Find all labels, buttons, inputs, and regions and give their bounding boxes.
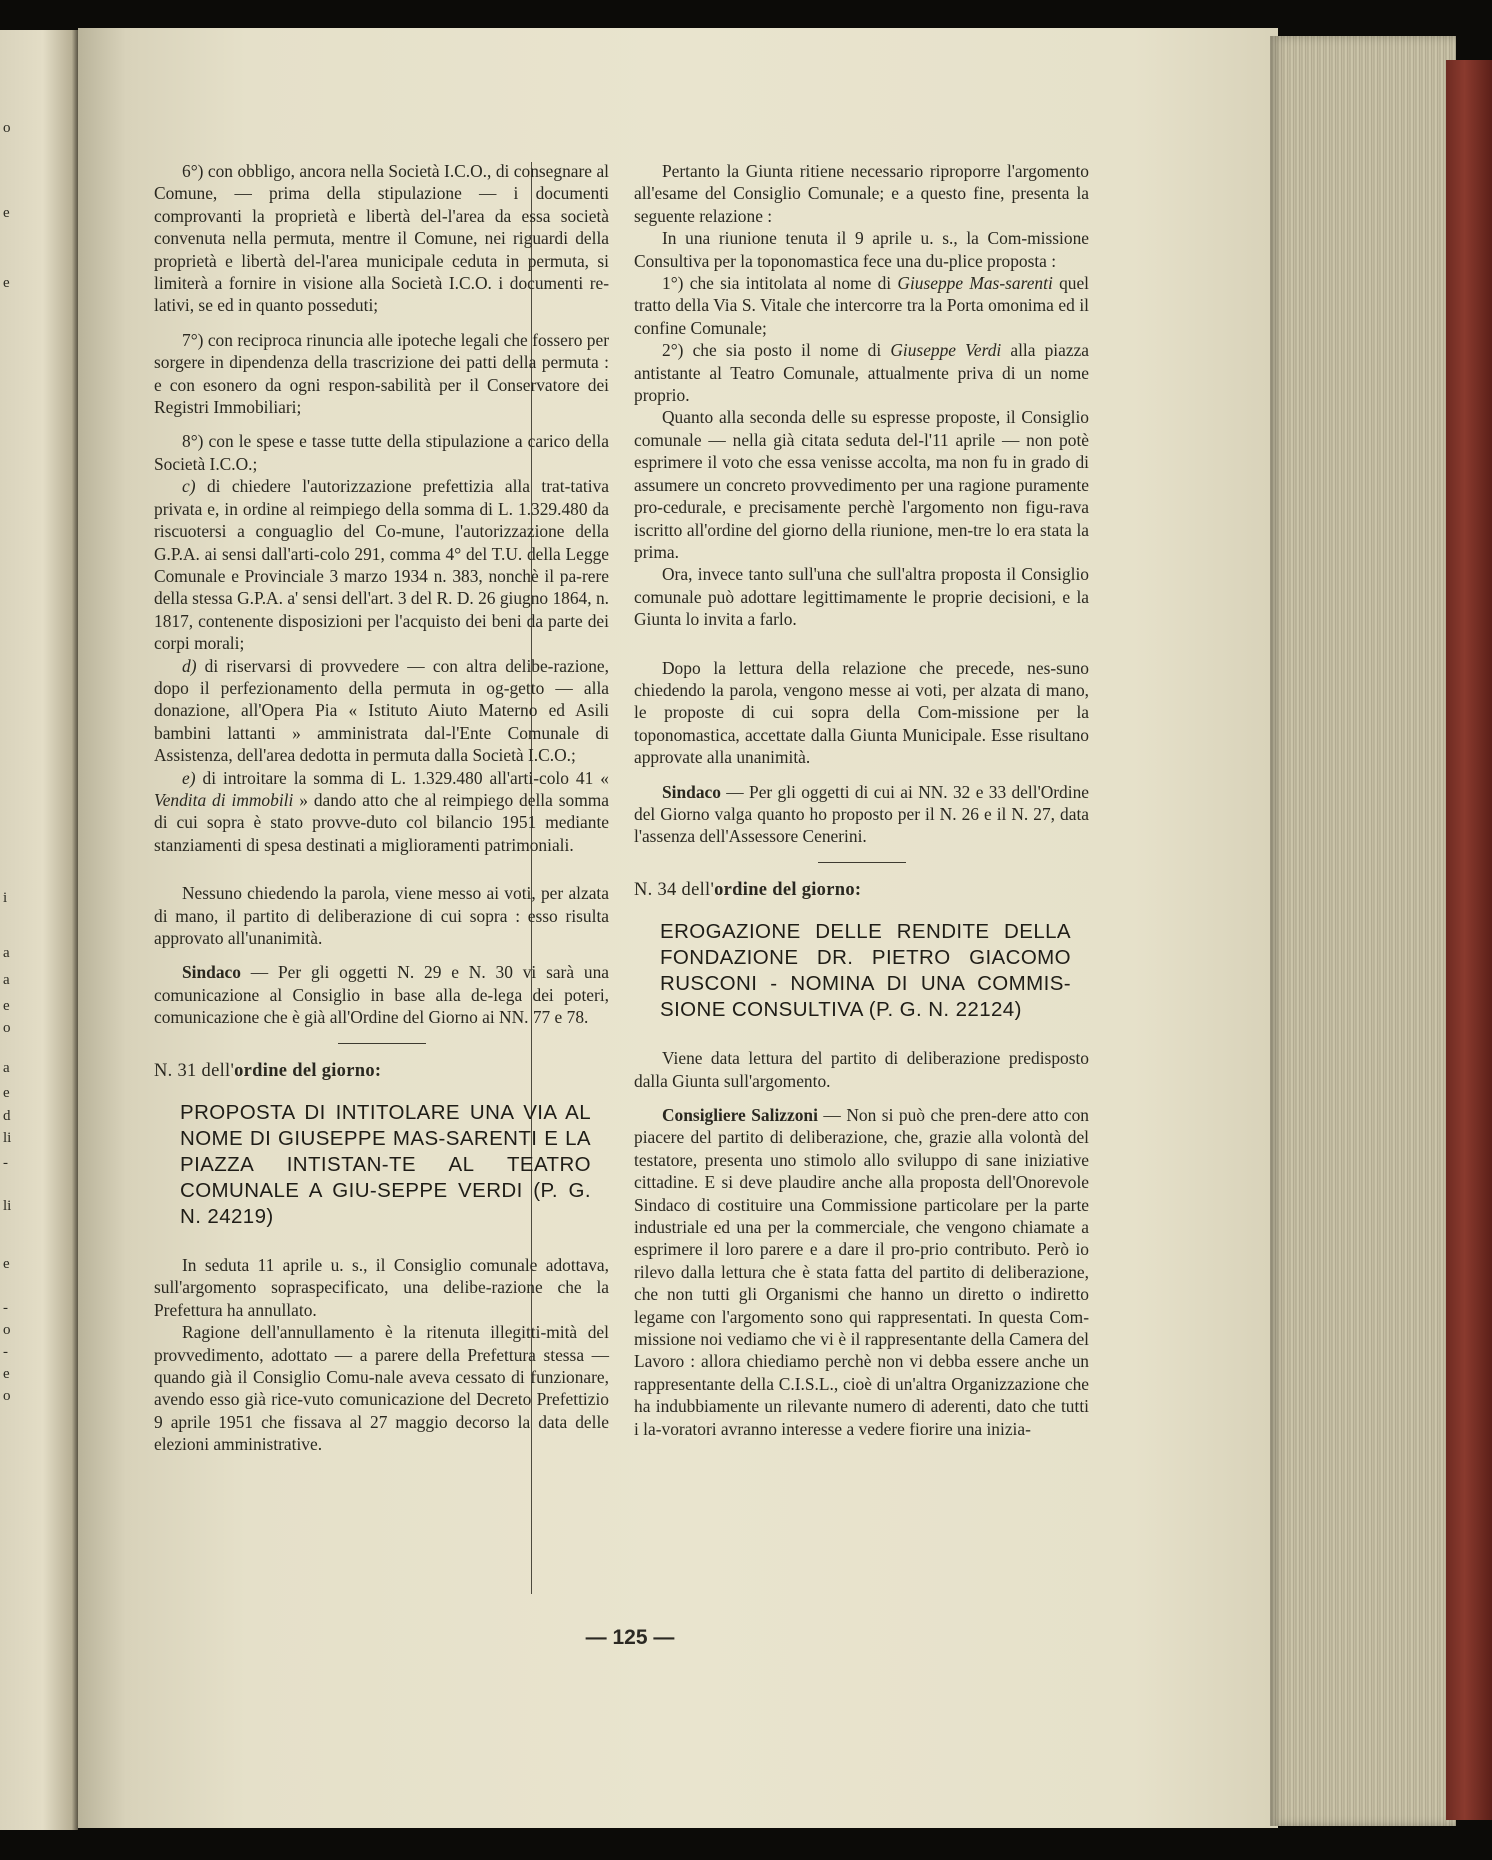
section-rule xyxy=(818,862,906,863)
page-stack-edge xyxy=(1270,36,1456,1826)
margin-letter: a xyxy=(3,972,10,988)
paragraph: In seduta 11 aprile u. s., il Consiglio comunale adottava, sull'argomento sopraspecificato, una delibe-razione che la Prefettura ha annullato. xyxy=(154,1255,609,1320)
margin-letter: o xyxy=(3,1388,11,1404)
paragraph-text: — Per gli oggetti di cui ai NN. 32 e 33 dell'Ordine del Giorno valga quanto ho proposto per il N. 26 e il N. 27, data l'assenza dell'Assessore Cenerini. xyxy=(634,781,1089,847)
speaker-name: Sindaco xyxy=(182,962,241,983)
paragraph: 8°) con le spese e tasse tutte della stipulazione a carico della Società I.C.O.; xyxy=(154,431,609,474)
item-label: d) xyxy=(182,655,197,676)
paragraph-text: di riservarsi di provvedere — con altra delibe-razione, dopo il perfezionamento della permuta in og-getto — alla donazione, all'Opera Pia « Istituto Aiuto Materno ed Asili bambini lattanti » amministrata dal-l'Ente Comunale di Assistenza, dell'area dedotta in permuta dalla Società I.C.O.; xyxy=(154,655,609,766)
left-page-edge xyxy=(0,30,78,1830)
paragraph-text: » dando atto che al reimpiego della somma di cui sopra è stato provve-duto col bilancio 1951 mediante stanziamenti di spesa destinati a miglioramenti patrimoniali. xyxy=(154,789,609,855)
paragraph xyxy=(154,767,609,857)
speaker-name: Consigliere Salizzoni xyxy=(662,1105,818,1125)
paragraph-text: — Per gli oggetti N. 29 e N. 30 vi sarà una comunicazione al Consiglio in base alla de-lega dei poteri, comunicazione che è già all'Ordine del Giorno ai NN. 77 e 78. xyxy=(154,962,609,1028)
margin-letter: e xyxy=(3,998,10,1014)
agenda-item-heading xyxy=(634,879,1089,901)
paragraph: Nessuno chiedendo la parola, viene messo ai voti, per alzata di mano, il partito di deliberazione di cui sopra : esso risulta approvato all'unanimità. xyxy=(154,883,609,948)
paragraph-text: 2°) che sia posto il nome di xyxy=(662,340,891,361)
paragraph: Dopo la lettura della relazione che precede, nes-suno chiedendo la parola, vengono messe ai voti, per alzata di mano, le proposte di cui sopra della Com-missione per la toponomastica, accettate dalla Giunta Municipale. Esse risultano approvate alla unanimità. xyxy=(634,657,1089,768)
paragraph: Viene data lettura del partito di deliberazione predisposto dalla Giunta sull'argomento. xyxy=(634,1048,1089,1091)
margin-letter: e xyxy=(3,275,10,291)
left-margin-letters xyxy=(0,30,20,1830)
margin-letter: e xyxy=(3,1085,10,1101)
paragraph xyxy=(634,272,1089,339)
agenda-number: N. 34 dell' xyxy=(634,879,715,900)
speaker-paragraph xyxy=(634,781,1089,848)
paragraph xyxy=(154,655,609,767)
margin-letter: d xyxy=(3,1108,11,1124)
margin-letter: a xyxy=(3,945,10,961)
margin-letter: - xyxy=(3,1155,8,1171)
speaker-paragraph xyxy=(154,961,609,1028)
item-label: c) xyxy=(182,476,196,497)
paragraph-text: alla piazza antistante al Teatro Comunale, attualmente priva di un nome proprio. xyxy=(634,340,1090,406)
margin-letter: e xyxy=(3,1366,10,1382)
margin-letter: e xyxy=(3,205,10,221)
paragraph-text: — Non si può che pren-dere atto con piacere del partito di deliberazione, che, grazie alla volontà del testatore, presenta uno stimolo allo sviluppo di sane iniziative cittadine. E si deve plaudire anche alla proposta dell'Onorevole Sindaco di costituire una Commissione particolare per la parte industriale ed una per la commerciale, che vengono chiamate a esprimere il loro parere e a dare il pro-prio contributo. Però io rilevo dalla lettura che è stata fatta del partito di deliberazione, che non tutti gli Organismi che hanno un diretto o indiretto legame con l'argomento sono qui rappresentati. In questa Com-missione noi vediamo che vi è il rappresentante della Camera del Lavoro : allora chiediamo perchè non vi debba essere anche un rappresentante della C.I.S.L., cioè di un'altra Organizzazione che ha indubbiamente un rilevante numero di aderenti, dato che tutti i la-voratori avranno interesse a vedere fiorire una inizia- xyxy=(634,1105,1089,1439)
paragraph: Ragione dell'annullamento è la ritenuta illegitti-mità del provvedimento, adottato — a parere della Prefettura stessa — quando già il Consiglio Comu-nale aveva cessato di funzionare, avendo esso già rice-vuto comunicazione del Decreto Prefettizio 9 aprile 1951 che fissava al 27 maggio decorso la data delle elezioni amministrative. xyxy=(154,1322,609,1455)
section-rule xyxy=(338,1043,426,1044)
book-cover-edge xyxy=(1446,60,1492,1820)
paragraph xyxy=(634,339,1089,406)
paragraph-text: quel tratto della Via S. Vitale che intercorre tra la Porta omonima ed il confine Comunale; xyxy=(634,273,1090,338)
margin-letter: o xyxy=(3,1322,11,1338)
section-title: EROGAZIONE DELLE RENDITE DELLA FONDAZIONE DR. PIETRO GIACOMO RUSCONI - NOMINA DI UNA COMMIS-SIONE CONSULTIVA (P. G. N. 22124) xyxy=(660,920,1071,1022)
agenda-label: ordine del giorno: xyxy=(714,879,862,900)
page-number: — 125 — xyxy=(585,1626,675,1649)
section-title: PROPOSTA DI INTITOLARE UNA VIA AL NOME DI GIUSEPPE MAS-SARENTI E LA PIAZZA INTISTAN-TE AL TEATRO COMUNALE A GIU-SEPPE VERDI (P. G. N. 24219) xyxy=(180,1101,591,1229)
margin-letter: o xyxy=(3,120,11,136)
italic-title: Vendita di immobili xyxy=(154,789,294,810)
margin-letter: i xyxy=(3,890,8,906)
margin-letter: a xyxy=(3,1060,10,1076)
margin-letter: - xyxy=(3,1344,8,1360)
paragraph: In una riunione tenuta il 9 aprile u. s., la Com-missione Consultiva per la toponomastica fece una du-plice proposta : xyxy=(634,228,1089,271)
speaker-paragraph xyxy=(634,1104,1089,1440)
margin-letter: e xyxy=(3,1256,10,1272)
paragraph-text: di introitare la somma di L. 1.329.480 all'arti-colo 41 « xyxy=(195,767,609,788)
margin-letter: o xyxy=(3,1020,11,1036)
agenda-number: N. 31 dell' xyxy=(154,1060,235,1081)
paragraph: Pertanto la Giunta ritiene necessario riproporre l'argomento all'esame del Consiglio Comunale; e a questo fine, presenta la seguente relazione : xyxy=(634,161,1089,226)
paragraph: Quanto alla seconda delle su espresse proposte, il Consiglio comunale — nella già citata seduta del-l'11 aprile — non potè esprimere il voto che essa venisse accolta, ma non fu in grado di assumere un concreto provvedimento per una ragione puramente pro-cedurale, e precisamente perchè l'argomento non figu-rava iscritto all'ordine del giorno della riunione, men-tre lo era stata la prima. xyxy=(634,407,1089,562)
margin-letter: li xyxy=(3,1198,12,1214)
speaker-name: Sindaco xyxy=(662,781,721,802)
paragraph xyxy=(154,475,609,654)
agenda-label: ordine del giorno: xyxy=(234,1060,382,1081)
paragraph: 7°) con reciproca rinuncia alle ipoteche legali che fossero per sorgere in dipendenza della trascrizione dei patti della permuta : e con esonero da ogni respon-sabilità per il Conservatore dei Registri Immobiliari; xyxy=(154,329,609,418)
agenda-item-heading xyxy=(154,1060,609,1082)
margin-letter: - xyxy=(3,1300,8,1316)
item-label: e) xyxy=(182,767,196,788)
paragraph: Ora, invece tanto sull'una che sull'altra proposta il Consiglio comunale può adottare legittimamente le proprie decisioni, e la Giunta lo invita a farlo. xyxy=(634,564,1089,630)
left-column xyxy=(154,160,609,1456)
margin-letter: li xyxy=(3,1130,12,1146)
right-column xyxy=(634,160,1089,1440)
paragraph-text: 1°) che sia intitolata al nome di xyxy=(662,273,898,294)
paragraph-text: di chiedere l'autorizzazione prefettizia alla trat-tativa privata e, in ordine al reimpiego della somma di L. 1.329.480 da riscuotersi a conguaglio del Co-mune, l'autorizzazione della G.P.A. ai sensi dall'arti-colo 291, comma 4° del T.U. della Legge Comunale e Provinciale 3 marzo 1934 n. 383, nonchè il pa-rere della stessa G.P.A. a' sensi dell'art. 3 del R. D. 26 giugno 1864, n. 1817, contenente disposizioni per l'acquisto dei beni da parte dei corpi morali; xyxy=(154,476,609,654)
italic-name: Giuseppe Mas-sarenti xyxy=(897,273,1053,294)
paragraph: 6°) con obbligo, ancora nella Società I.C.O., di consegnare al Comune, — prima della stipulazione — i documenti comprovanti la proprietà e libertà del-l'area da essa società convenuta nella permuta, mentre il Comune, nei riguardi della proprietà e libertà del-l'area municipale ceduta in permuta, si limiterà a fornire in visione alla Società I.C.O. i documenti re-lativi, se ed in quanto posseduti; xyxy=(154,161,609,316)
italic-name: Giuseppe Verdi xyxy=(890,340,1002,361)
